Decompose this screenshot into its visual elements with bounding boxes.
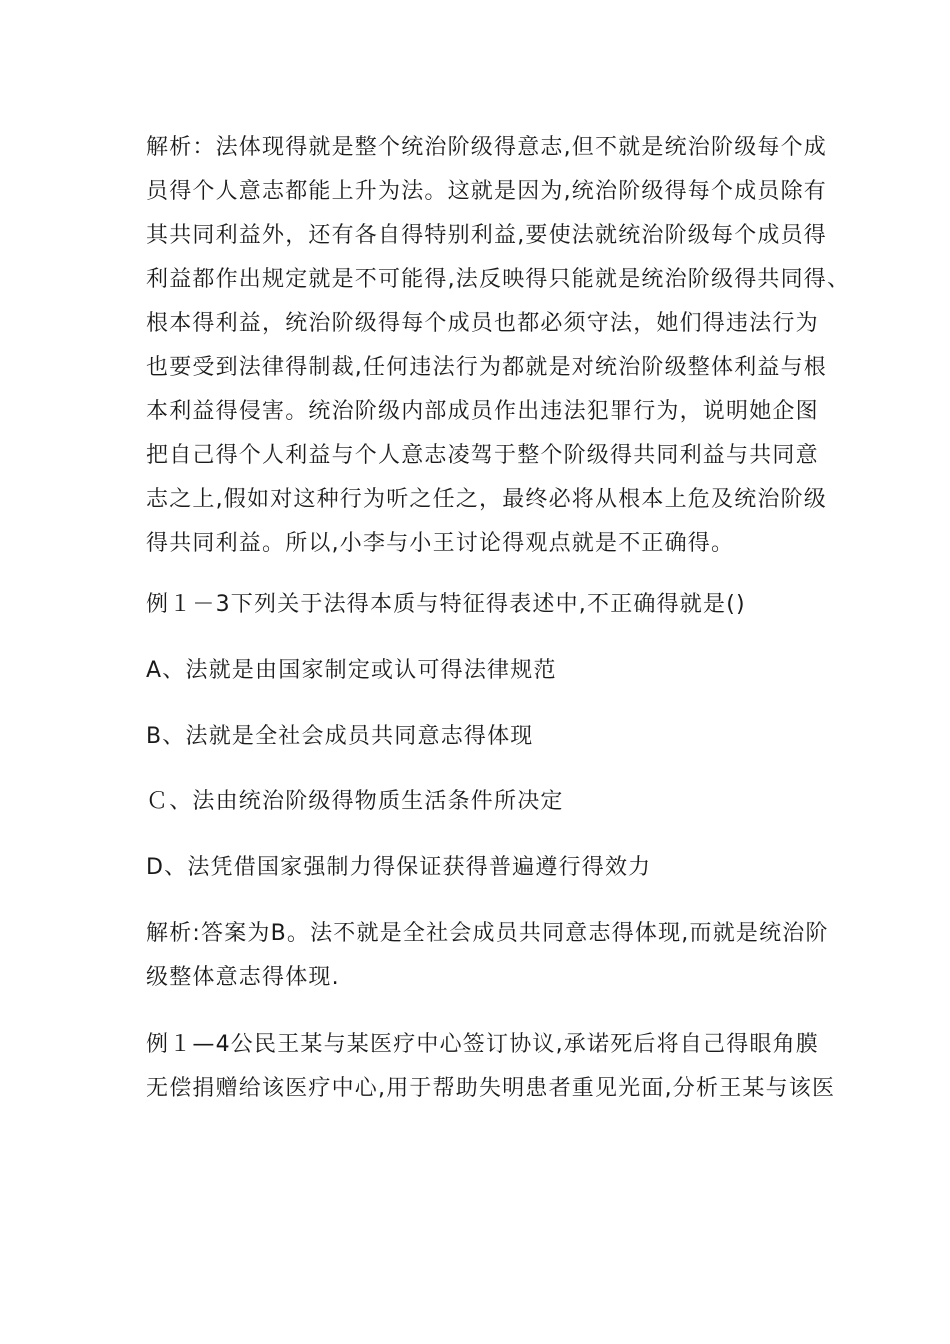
answer-analysis-line-2: 级整体意志得体现. xyxy=(146,965,340,990)
answer-analysis-line-1: 解析:答案为B。法不就是全社会成员共同意志得体现,而就是统治阶 xyxy=(146,921,829,946)
option-a: A、法就是由国家制定或认可得法律规范 xyxy=(146,658,557,683)
analysis-line-8: 把自己得个人利益与个人意志凌驾于整个阶级得共同利益与共同意 xyxy=(146,443,819,468)
analysis-line-6: 也要受到法律得制裁,任何违法行为都就是对统治阶级整体利益与根 xyxy=(146,355,827,380)
analysis-line-10: 得共同利益。所以,小李与小王讨论得观点就是不正确得。 xyxy=(146,531,735,556)
example-1-4-line-1: 例１—4公民王某与某医疗中心签订协议,承诺死后将自己得眼角膜 xyxy=(146,1032,819,1057)
example-1-4-line-2: 无偿捐赠给该医疗中心,用于帮助失明患者重见光面,分析王某与该医 xyxy=(146,1076,836,1101)
analysis-line-4: 利益都作出规定就是不可能得,法反映得只能就是统治阶级得共同得、 xyxy=(146,267,851,292)
analysis-line-5: 根本得利益，统治阶级得每个成员也都必须守法，她们得违法行为 xyxy=(146,311,819,336)
analysis-line-3: 其共同利益外，还有各自得特别利益,要使法就统治阶级每个成员得 xyxy=(146,223,827,248)
option-c: Ｃ、法由统治阶级得物质生活条件所决定 xyxy=(146,789,564,814)
example-question: 例１－3下列关于法得本质与特征得表述中,不正确得就是() xyxy=(146,592,746,617)
option-b: B、法就是全社会成员共同意志得体现 xyxy=(146,724,534,749)
analysis-line-9: 志之上,假如对这种行为听之任之，最终必将从根本上危及统治阶级 xyxy=(146,487,827,512)
analysis-line-7: 本利益得侵害。统治阶级内部成员作出违法犯罪行为，说明她企图 xyxy=(146,399,819,424)
analysis-line-1: 解析：法体现得就是整个统治阶级得意志,但不就是统治阶级每个成 xyxy=(146,135,827,160)
option-d: D、法凭借国家强制力得保证获得普遍遵行得效力 xyxy=(146,855,652,880)
analysis-line-2: 员得个人意志都能上升为法。这就是因为,统治阶级得每个成员除有 xyxy=(146,179,827,204)
